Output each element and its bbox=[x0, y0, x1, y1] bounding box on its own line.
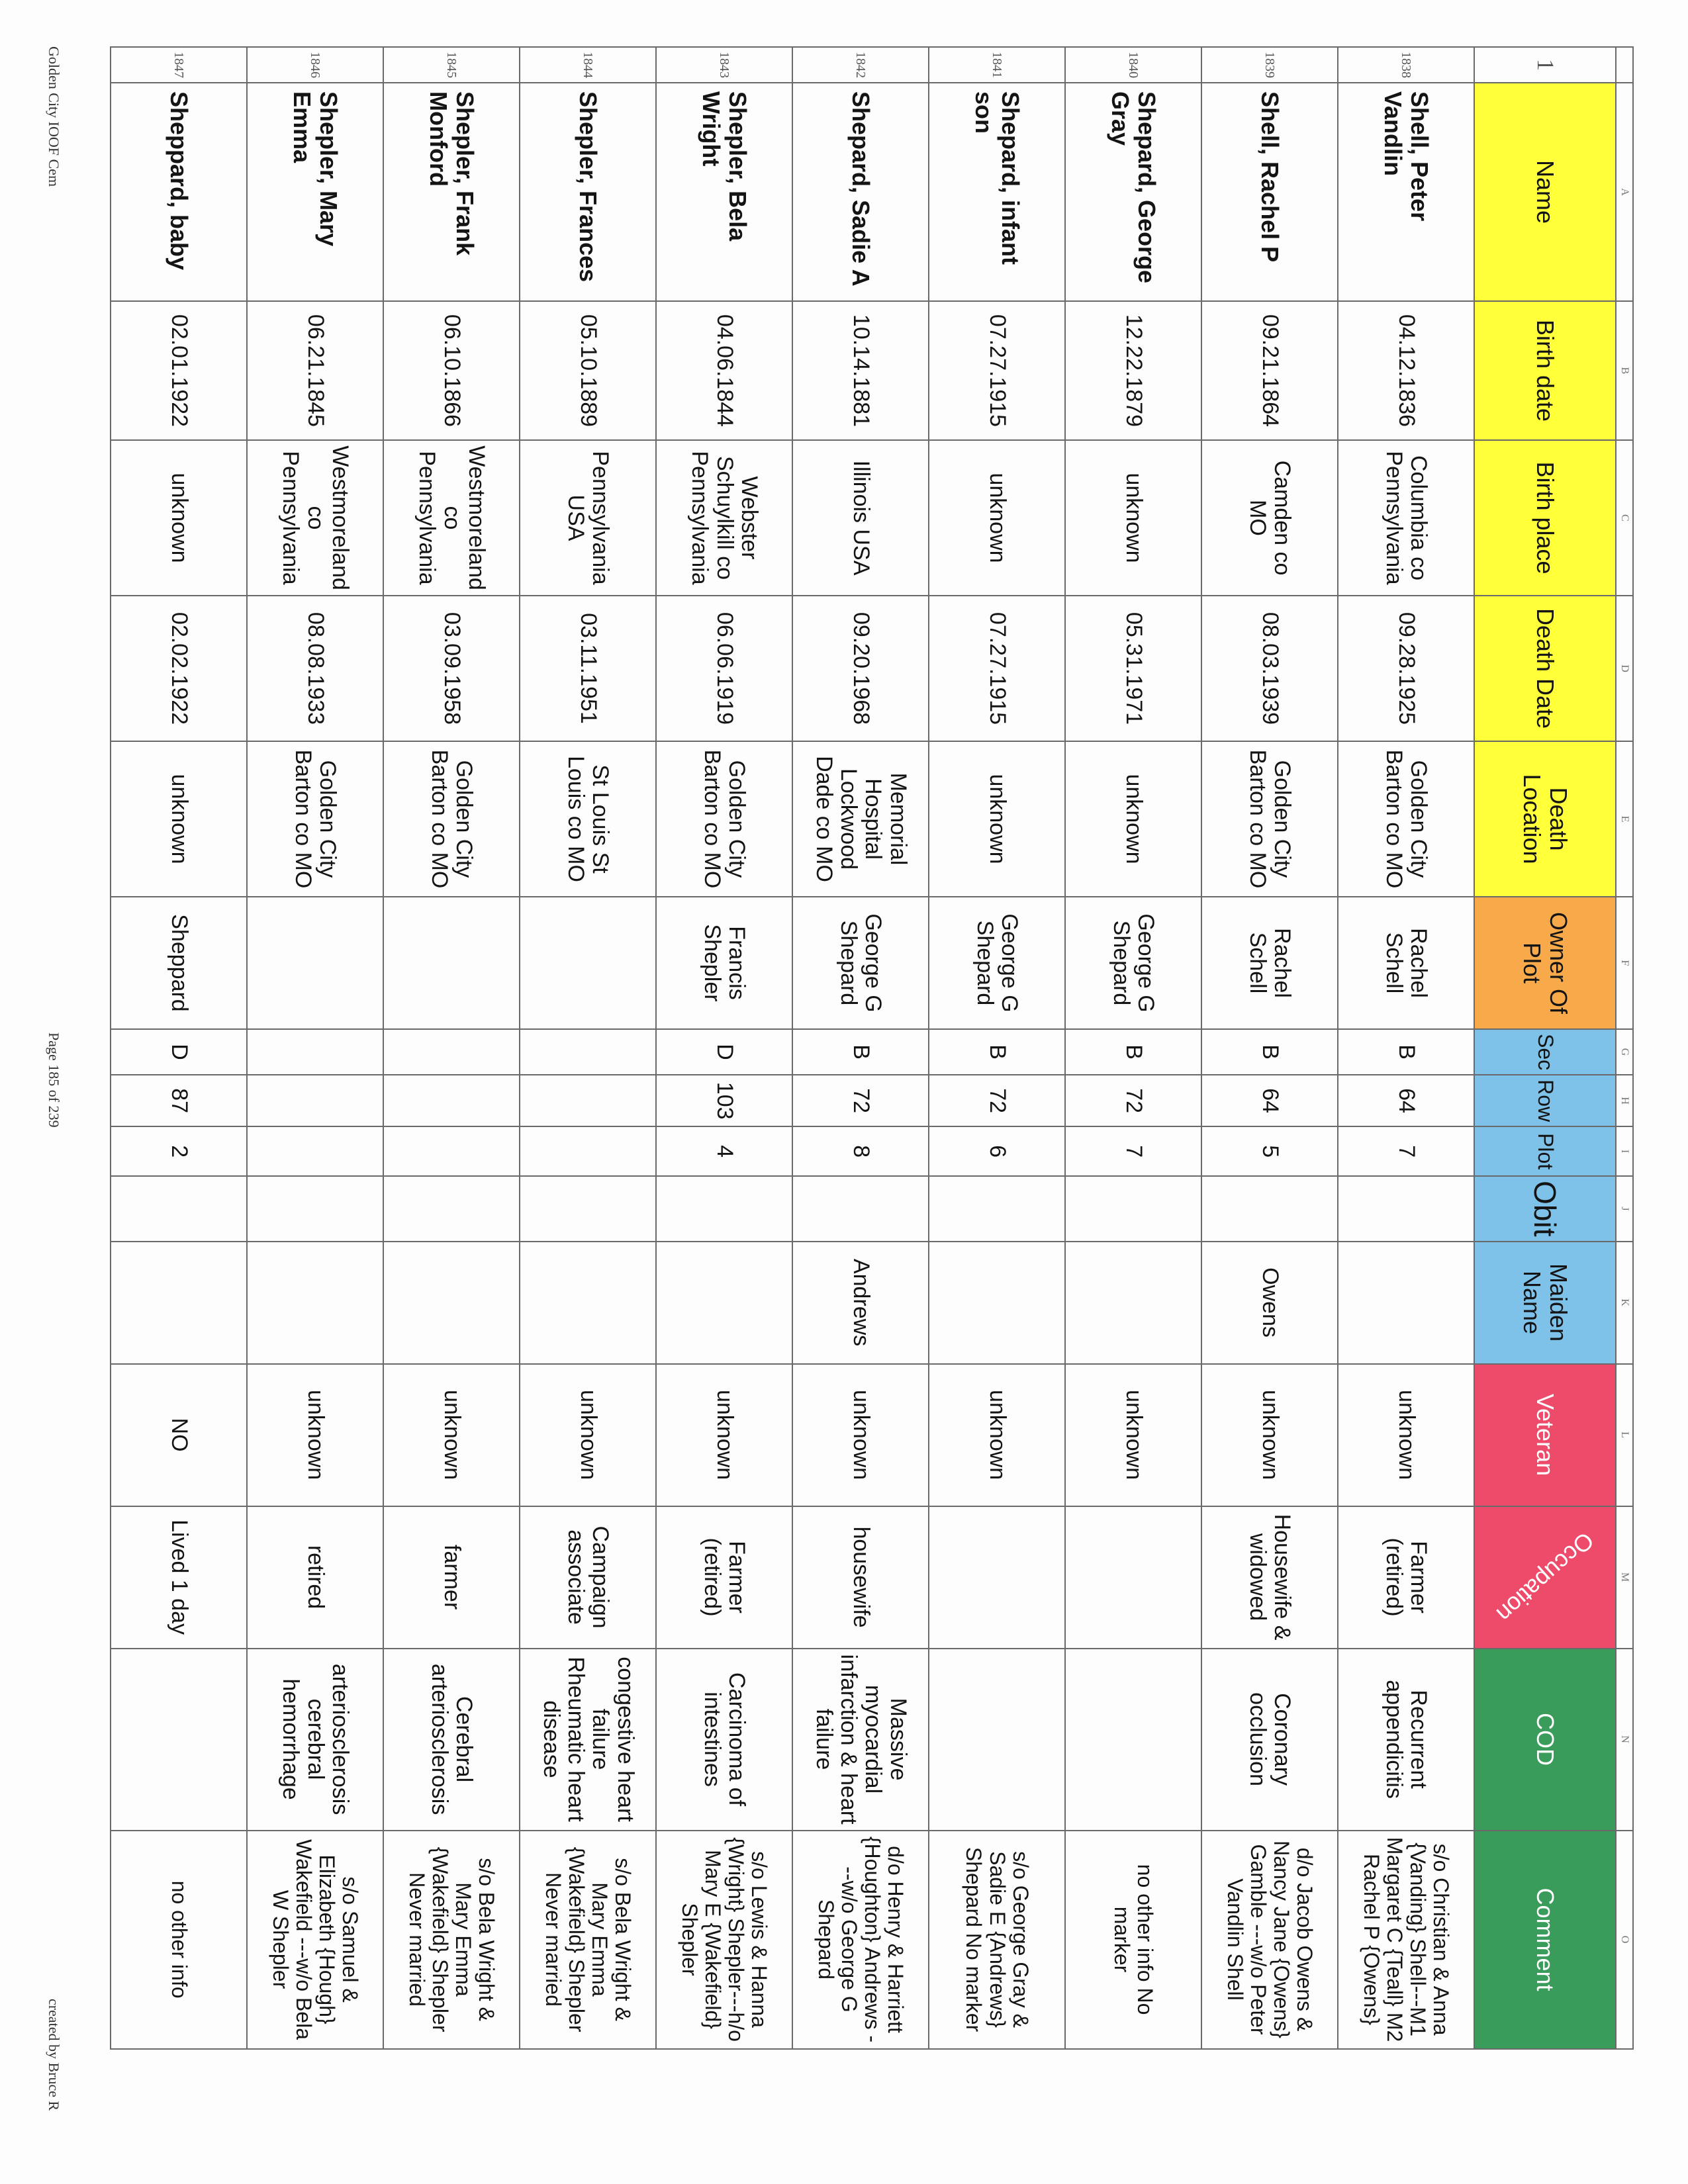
cell-obit bbox=[1201, 1176, 1338, 1241]
cell-birth-date: 04.12.1836 bbox=[1338, 301, 1474, 440]
cell-name: Shepard, infant son bbox=[929, 83, 1065, 301]
column-letter: H bbox=[1616, 1075, 1633, 1126]
cell-birth-date: 09.21.1864 bbox=[1201, 301, 1338, 440]
table-row bbox=[520, 47, 656, 2049]
cell-row: 64 bbox=[1201, 1075, 1338, 1126]
cell-name: Shell, Peter Vandlin bbox=[1338, 83, 1474, 301]
column-letter: O bbox=[1616, 1831, 1633, 2049]
cell-name: Sheppard, baby bbox=[111, 83, 247, 301]
cell-occupation: retired bbox=[247, 1506, 383, 1649]
cell-owner-of-plot: Rachel Schell bbox=[1201, 897, 1338, 1029]
header-occupation-label: Occupation bbox=[1491, 1527, 1599, 1628]
cell-birth-place: Pennsylvania USA bbox=[520, 440, 656, 596]
cell-birth-place: Camden co MO bbox=[1201, 440, 1338, 596]
cell-obit bbox=[656, 1176, 792, 1241]
cell-death-date: 03.09.1958 bbox=[383, 596, 520, 741]
cell-row: 64 bbox=[1338, 1075, 1474, 1126]
cell-owner-of-plot: George G Shepard bbox=[1065, 897, 1201, 1029]
cell-death-date: 08.08.1933 bbox=[247, 596, 383, 741]
cell-sec bbox=[520, 1029, 656, 1075]
cell-death-location: unknown bbox=[1065, 741, 1201, 897]
header-row-number: 1 bbox=[1474, 47, 1616, 83]
cell-birth-date: 07.27.1915 bbox=[929, 301, 1065, 440]
cemetery-records-table bbox=[110, 46, 1634, 2050]
cell-birth-place: unknown bbox=[111, 440, 247, 596]
cell-birth-date: 10.14.1881 bbox=[792, 301, 929, 440]
cell-birth-date: 06.21.1845 bbox=[247, 301, 383, 440]
row-number: 1838 bbox=[1338, 47, 1474, 83]
header-birth-place: Birth place bbox=[1474, 440, 1616, 596]
cell-occupation: Housewife & widowed bbox=[1201, 1506, 1338, 1649]
column-letter: K bbox=[1616, 1242, 1633, 1364]
cell-birth-place: Webster Schuylkill co Pennsylvania bbox=[656, 440, 792, 596]
cell-death-location: unknown bbox=[929, 741, 1065, 897]
cell-cod: Cerebral arteriosclerosis bbox=[383, 1649, 520, 1831]
cell-occupation: Farmer (retired) bbox=[656, 1506, 792, 1649]
cell-name: Shepler, Bela Wright bbox=[656, 83, 792, 301]
column-letter: G bbox=[1616, 1029, 1633, 1075]
row-number: 1845 bbox=[383, 47, 520, 83]
cell-comment: s/o Bela Wright & Mary Emma {Wakefield} Shepler Never married bbox=[520, 1831, 656, 2049]
cell-death-location: Golden City Barton co MO bbox=[1201, 741, 1338, 897]
row-number: 1842 bbox=[792, 47, 929, 83]
cell-obit bbox=[247, 1176, 383, 1241]
cell-sec: B bbox=[929, 1029, 1065, 1075]
cell-row bbox=[383, 1075, 520, 1126]
cell-cod: Massive myocardial infarction & heart failure bbox=[792, 1649, 929, 1831]
cell-maiden-name: Andrews bbox=[792, 1242, 929, 1364]
header-death-location: Death Location bbox=[1474, 741, 1616, 897]
column-letter: M bbox=[1616, 1506, 1633, 1649]
cell-plot: 7 bbox=[1338, 1126, 1474, 1176]
cell-maiden-name bbox=[656, 1242, 792, 1364]
column-letter: C bbox=[1616, 440, 1633, 596]
cell-veteran: unknown bbox=[1201, 1364, 1338, 1506]
cell-occupation: Farmer (retired) bbox=[1338, 1506, 1474, 1649]
cell-death-location: St Louis St Louis co MO bbox=[520, 741, 656, 897]
table-row bbox=[1065, 47, 1201, 2049]
cell-death-location: Memorial Hospital Lockwood Dade co MO bbox=[792, 741, 929, 897]
cell-row bbox=[520, 1075, 656, 1126]
footer-cemetery-name: Golden City IOOF Cem bbox=[46, 46, 62, 187]
cell-death-date: 09.28.1925 bbox=[1338, 596, 1474, 741]
cell-obit bbox=[929, 1176, 1065, 1241]
cell-veteran: unknown bbox=[520, 1364, 656, 1506]
cell-birth-place: Columbia co Pennsylvania bbox=[1338, 440, 1474, 596]
cell-birth-date: 02.01.1922 bbox=[111, 301, 247, 440]
cell-maiden-name bbox=[520, 1242, 656, 1364]
cell-sec: B bbox=[1065, 1029, 1201, 1075]
row-number: 1844 bbox=[520, 47, 656, 83]
column-letter: J bbox=[1616, 1176, 1633, 1241]
cell-birth-place: unknown bbox=[1065, 440, 1201, 596]
header-veteran: Veteran bbox=[1474, 1364, 1616, 1506]
cell-cod: Coronary occlusion bbox=[1201, 1649, 1338, 1831]
header-birth-date: Birth date bbox=[1474, 301, 1616, 440]
cell-sec: B bbox=[792, 1029, 929, 1075]
cell-comment: s/o Christian & Anna {Vanding} Shell---M1 Margaret C {Teall} M2 Rachel P {Owens} bbox=[1338, 1831, 1474, 2049]
cell-maiden-name bbox=[1065, 1242, 1201, 1364]
cell-name: Shell, Rachel P bbox=[1201, 83, 1338, 301]
header-maiden-name: Maiden Name bbox=[1474, 1242, 1616, 1364]
table-row bbox=[1338, 47, 1474, 2049]
table-row bbox=[1201, 47, 1338, 2049]
cell-obit bbox=[1065, 1176, 1201, 1241]
table-row bbox=[383, 47, 520, 2049]
cell-plot: 5 bbox=[1201, 1126, 1338, 1176]
cell-maiden-name bbox=[1338, 1242, 1474, 1364]
cell-plot bbox=[383, 1126, 520, 1176]
cell-occupation: Campaign associate bbox=[520, 1506, 656, 1649]
cell-owner-of-plot: Francis Shepler bbox=[656, 897, 792, 1029]
cell-birth-place: Westmoreland co Pennsylvania bbox=[383, 440, 520, 596]
cell-plot bbox=[520, 1126, 656, 1176]
cell-sec: B bbox=[1338, 1029, 1474, 1075]
cell-veteran: unknown bbox=[247, 1364, 383, 1506]
cell-sec bbox=[383, 1029, 520, 1075]
cell-death-location: Golden City Barton co MO bbox=[247, 741, 383, 897]
cell-veteran: unknown bbox=[792, 1364, 929, 1506]
cell-owner-of-plot: George G Shepard bbox=[792, 897, 929, 1029]
cell-obit bbox=[520, 1176, 656, 1241]
cell-comment: s/o Bela Wright & Mary Emma {Wakefield} Shepler Never married bbox=[383, 1831, 520, 2049]
cell-veteran: NO bbox=[111, 1364, 247, 1506]
cell-cod bbox=[929, 1649, 1065, 1831]
cell-birth-place: Westmoreland co Pennsylvania bbox=[247, 440, 383, 596]
cell-cod: congestive heart failure Rheumatic heart disease bbox=[520, 1649, 656, 1831]
cell-cod bbox=[111, 1649, 247, 1831]
cell-death-date: 02.02.1922 bbox=[111, 596, 247, 741]
cell-name: Shepler, Frank Monford bbox=[383, 83, 520, 301]
footer-page-number: Page 185 of 239 bbox=[46, 1032, 62, 1128]
cell-comment: s/o Lewis & Hanna {Wright} Shepler---h/o Mary E {Wakefield} Shepler bbox=[656, 1831, 792, 2049]
cell-death-date: 03.11.1951 bbox=[520, 596, 656, 741]
cell-row: 87 bbox=[111, 1075, 247, 1126]
cell-veteran: unknown bbox=[383, 1364, 520, 1506]
cell-obit bbox=[792, 1176, 929, 1241]
header-name: Name bbox=[1474, 83, 1616, 301]
cell-veteran: unknown bbox=[1065, 1364, 1201, 1506]
cell-sec: B bbox=[1201, 1029, 1338, 1075]
header-owner-of-plot: Owner Of Plot bbox=[1474, 897, 1616, 1029]
cell-owner-of-plot bbox=[247, 897, 383, 1029]
cell-comment: no other info bbox=[111, 1831, 247, 2049]
cell-owner-of-plot bbox=[383, 897, 520, 1029]
cell-maiden-name bbox=[929, 1242, 1065, 1364]
cell-plot: 7 bbox=[1065, 1126, 1201, 1176]
table-row bbox=[247, 47, 383, 2049]
letter-corner bbox=[1616, 47, 1633, 83]
cell-birth-place: Illinois USA bbox=[792, 440, 929, 596]
cell-occupation: housewife bbox=[792, 1506, 929, 1649]
row-number: 1839 bbox=[1201, 47, 1338, 83]
cell-birth-date: 12.22.1879 bbox=[1065, 301, 1201, 440]
cell-row bbox=[247, 1075, 383, 1126]
cell-owner-of-plot bbox=[520, 897, 656, 1029]
cell-birth-date: 05.10.1889 bbox=[520, 301, 656, 440]
cell-birth-place: unknown bbox=[929, 440, 1065, 596]
row-number: 1843 bbox=[656, 47, 792, 83]
cell-birth-date: 04.06.1844 bbox=[656, 301, 792, 440]
cell-plot bbox=[247, 1126, 383, 1176]
cell-name: Shepard, Sadie A bbox=[792, 83, 929, 301]
cell-comment: no other info No marker bbox=[1065, 1831, 1201, 2049]
cell-comment: s/o Samuel & Elizabeth {Hough} Wakefield ---w/o Bela W Shepler bbox=[247, 1831, 383, 2049]
header-comment: Comment bbox=[1474, 1831, 1616, 2049]
cell-cod: Carcinoma of intestines bbox=[656, 1649, 792, 1831]
row-number: 1841 bbox=[929, 47, 1065, 83]
column-letter: D bbox=[1616, 596, 1633, 741]
header-death-date: Death Date bbox=[1474, 596, 1616, 741]
cell-comment: d/o Jacob Owens & Nancy Jane {Owens} Gamble ---w/o Peter Vandlin Shell bbox=[1201, 1831, 1338, 2049]
column-letter: N bbox=[1616, 1649, 1633, 1831]
table-row bbox=[656, 47, 792, 2049]
cell-death-date: 08.03.1939 bbox=[1201, 596, 1338, 741]
cell-row: 72 bbox=[929, 1075, 1065, 1126]
cell-owner-of-plot: George G Shepard bbox=[929, 897, 1065, 1029]
cell-sec: D bbox=[656, 1029, 792, 1075]
column-letter: L bbox=[1616, 1364, 1633, 1506]
cell-row: 72 bbox=[792, 1075, 929, 1126]
cell-obit bbox=[383, 1176, 520, 1241]
cell-comment: s/o George Gray & Sadie E {Andrews} Shepard No marker bbox=[929, 1831, 1065, 2049]
cell-sec: D bbox=[111, 1029, 247, 1075]
header-occupation bbox=[1474, 1506, 1616, 1649]
cell-row: 103 bbox=[656, 1075, 792, 1126]
cell-name: Shepler, Frances bbox=[520, 83, 656, 301]
header-plot: Plot bbox=[1474, 1126, 1616, 1176]
cell-owner-of-plot: Rachel Schell bbox=[1338, 897, 1474, 1029]
cell-death-location: Golden City Barton co MO bbox=[1338, 741, 1474, 897]
cell-name: Shepard, George Gray bbox=[1065, 83, 1201, 301]
cell-row: 72 bbox=[1065, 1075, 1201, 1126]
row-number: 1847 bbox=[111, 47, 247, 83]
column-letter: I bbox=[1616, 1126, 1633, 1176]
column-letter: E bbox=[1616, 741, 1633, 897]
cell-occupation bbox=[1065, 1506, 1201, 1649]
cell-death-date: 09.20.1968 bbox=[792, 596, 929, 741]
cell-cod: Recurrent appendicitis bbox=[1338, 1649, 1474, 1831]
cell-occupation: Lived 1 day bbox=[111, 1506, 247, 1649]
column-letter: B bbox=[1616, 301, 1633, 440]
cell-maiden-name bbox=[247, 1242, 383, 1364]
header-row bbox=[1474, 47, 1616, 2049]
cell-sec bbox=[247, 1029, 383, 1075]
cell-death-date: 05.31.1971 bbox=[1065, 596, 1201, 741]
table-row bbox=[929, 47, 1065, 2049]
cell-name: Shepler, Mary Emma bbox=[247, 83, 383, 301]
cell-plot: 6 bbox=[929, 1126, 1065, 1176]
table-row bbox=[111, 47, 247, 2049]
column-letter: F bbox=[1616, 897, 1633, 1029]
cell-veteran: unknown bbox=[656, 1364, 792, 1506]
cell-maiden-name: Owens bbox=[1201, 1242, 1338, 1364]
row-number: 1840 bbox=[1065, 47, 1201, 83]
cell-maiden-name bbox=[111, 1242, 247, 1364]
cell-obit bbox=[1338, 1176, 1474, 1241]
cell-death-date: 07.27.1915 bbox=[929, 596, 1065, 741]
cell-birth-date: 06.10.1866 bbox=[383, 301, 520, 440]
table-row bbox=[792, 47, 929, 2049]
cell-occupation: farmer bbox=[383, 1506, 520, 1649]
cell-cod bbox=[1065, 1649, 1201, 1831]
cell-death-location: Golden City Barton co MO bbox=[383, 741, 520, 897]
cell-death-location: unknown bbox=[111, 741, 247, 897]
header-cod: COD bbox=[1474, 1649, 1616, 1831]
footer-author: created by Bruce R bbox=[46, 1999, 62, 2111]
cell-veteran: unknown bbox=[1338, 1364, 1474, 1506]
cell-owner-of-plot: Sheppard bbox=[111, 897, 247, 1029]
cell-cod: arteriosclerosis cerebral hemorrhage bbox=[247, 1649, 383, 1831]
cell-plot: 4 bbox=[656, 1126, 792, 1176]
cell-death-date: 06.06.1919 bbox=[656, 596, 792, 741]
cell-comment: d/o Henry & Harriett {Houghton} Andrews ---w/o George G Shepard bbox=[792, 1831, 929, 2049]
cell-plot: 8 bbox=[792, 1126, 929, 1176]
cell-veteran: unknown bbox=[929, 1364, 1065, 1506]
column-letter-row bbox=[1616, 47, 1633, 2049]
cell-maiden-name bbox=[383, 1242, 520, 1364]
cell-obit bbox=[111, 1176, 247, 1241]
cell-plot: 2 bbox=[111, 1126, 247, 1176]
header-sec: Sec bbox=[1474, 1029, 1616, 1075]
column-letter: A bbox=[1616, 83, 1633, 301]
cell-death-location: Golden City Barton co MO bbox=[656, 741, 792, 897]
header-obit: Obit bbox=[1474, 1176, 1616, 1241]
cell-occupation bbox=[929, 1506, 1065, 1649]
row-number: 1846 bbox=[247, 47, 383, 83]
header-row: Row bbox=[1474, 1075, 1616, 1126]
